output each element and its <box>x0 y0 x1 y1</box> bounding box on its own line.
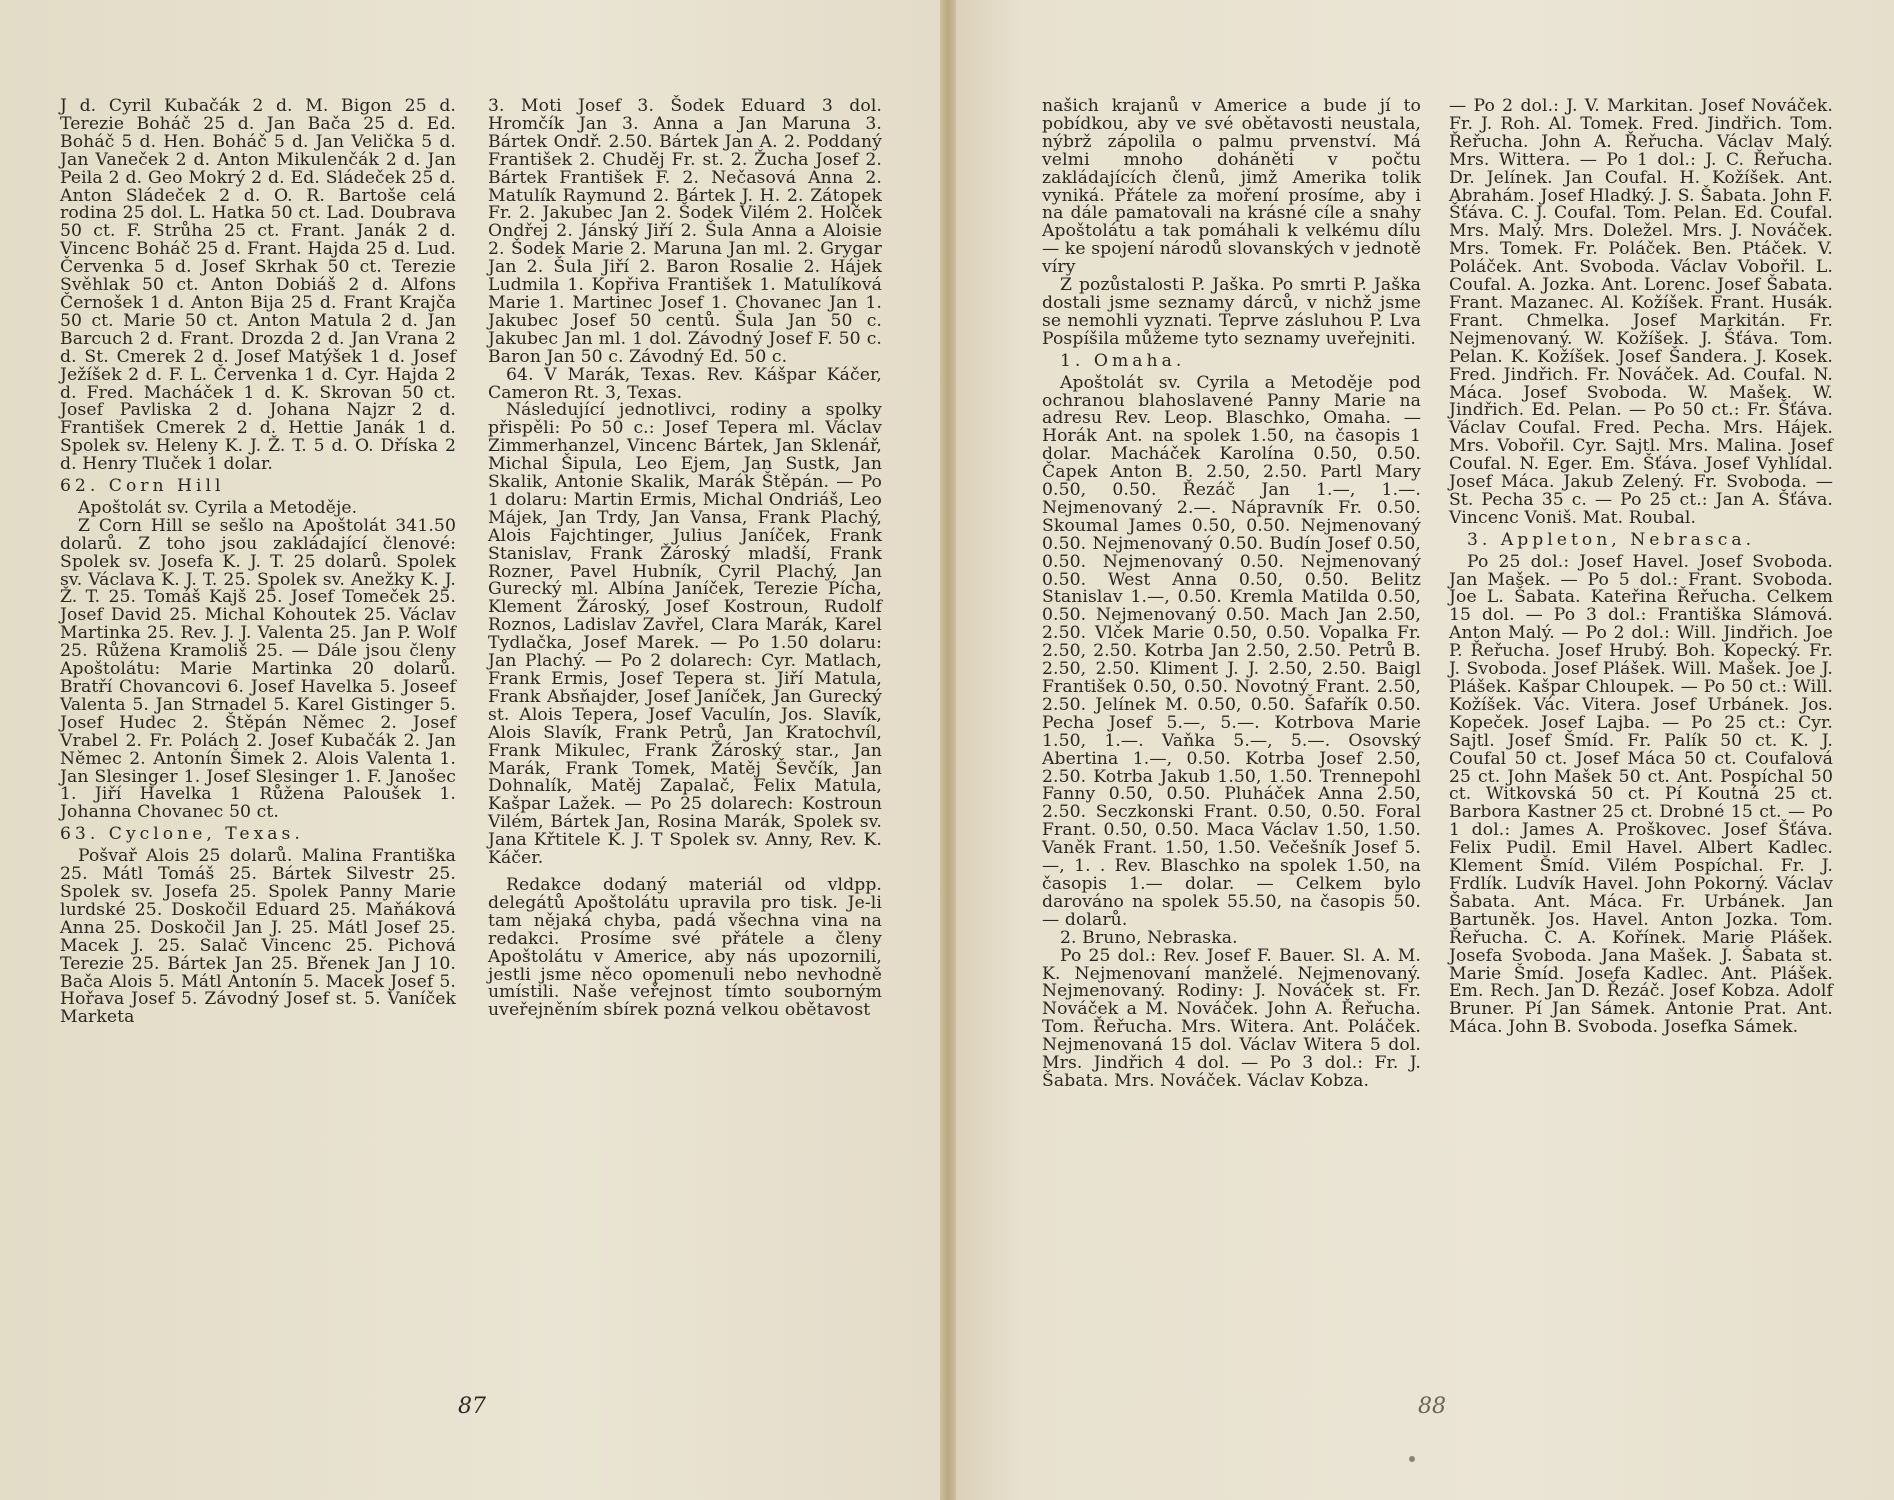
section-heading-cyclone: 63. Cyclone, Texas. <box>60 824 304 845</box>
cyclone-paragraph: Pošvař Alois 25 dolarů. Malina Františka 25. Mátl Tomáš 25. Bártek Silvestr 25. Spolek sv. Josefa 25. Spolek Panny Marie lurdské 25. Doskočil Eduard 25. Maňáková Anna 25. Doskočil Jan J. 25. Mátl Josef 25. Macek J. 25. Salač Vincenc 25. Pichová Terezie 25. Bártek Jan 25. Břenek Jan J 10. Bača Alois 5. Mátl Antonín 5. Macek Josef 5. Hořava Josef 5. Závodný Josef st. 5. Vaníček Marketa <box>60 846 456 1028</box>
subheading-apostolat: Apoštolát sv. Cyrila a Metoděje. <box>78 497 358 518</box>
book-gutter <box>940 0 956 1500</box>
page-number-left: 87 <box>458 1394 486 1419</box>
bruno-paragraph: Po 25 dol.: Rev. Josef F. Bauer. Sl. A. M. K. Nejmenovaní manželé. Nejmenovaný. Nejmenovaný. Rodiny: J. Nováček st. Fr. Nováček a M. Nováček. John A. Řeřucha. Tom. Řeřucha. Mrs. Witera. Ant. Poláček. Nejmenovaná 15 dol. Václav Witera 5 dol. Mrs. Jindřich 4 dol. — Po 3 dol.: Fr. J. Šabata. Mrs. Nováček. Václav Kobza. <box>1042 945 1421 1091</box>
left-page-column-2 <box>488 98 882 1020</box>
page-number-right: 88 <box>1418 1394 1446 1419</box>
left-page-column-1 <box>60 98 456 1027</box>
omaha-paragraph: Apoštolát sv. Cyrila a Metoděje pod ochranou blahoslavené Panny Marie na adresu Rev. Leop. Blaschko, Omaha. — Horák Ant. na spolek 1.50, na časopis 1 dolar. Macháček Karolína 0.50, 0.50. Čapek Anton B. 2.50, 2.50. Partl Mary 0.50, 0.50. Řezáč Jan 1.—, 1.—. Nejmenovaný 2.—. Nápravník Fr. 0.50. Skoumal James 0.50, 0.50. Nejmenovaný 0.50. Nejmenovaný 0.50. Budín Josef 0.50, 0.50. Nejmenovaný 0.50. Nejmenovaný 0.50. West Anna 0.50, 0.50. Belitz Stanislav 1.—, 0.50. Kremla Matilda 0.50, 0.50. Nejmenovaný 0.50. Mach Jan 2.50, 2.50. Vlček Marie 0.50, 0.50. Vopalka Fr. 2.50, 2.50. Kotrba Jan 2.50, 2.50. Petrů B. 2.50, 2.50. Kliment J. J. 2.50, 2.50. Baigl František 0.50, 0.50. Novotný Frant. 2.50, 2.50. Jelínek M. 0.50, 0.50. Šafařík 0.50. Pecha Josef 5.—, 5.—. Kotrbova Marie 1.50, 1.—. Vaňka 5.—, 5.—. Osovský Abertina 1.—, 0.50. Kotrba Josef 2.50, 2.50. Kotrba Jakub 1.50, 1.50. Trennepohl Fanny 0.50, 0.50. Pluháček Anna 2.50, 2.50. Seczkonski Frant. 0.50, 0.50. Foral Frant. 0.50, 0.50. Maca Václav 1.50, 1.50. Vaněk Frant. 1.50, 1.50. Večešník Josef 5.—, 1. . Rev. Blaschko na spolek 1.50, na časopis 1.— dolar. — Celkem bylo darováno na spolek 55.50, na časopis 50.— dolarů. <box>1042 372 1421 930</box>
section-heading-corn-hill: 62. Corn Hill <box>60 476 225 497</box>
jasek-paragraph: Z pozůstalosti P. Jaška. Po smrti P. Jaška dostali jsme seznamy dárců, v nichž jsme se nemohli vyznati. Teprve zásluhou P. Lva Pospíšila můžeme tyto seznamy uveřejniti. <box>1042 275 1421 349</box>
corn-hill-paragraph: Z Corn Hill se sešlo na Apoštolát 341.50 dolarů. Z toho jsou zakládající členové: Spolek sv. Josefa K. J. T. 25 dolarů. Spolek sv. Václava K. J. T. 25. Spolek sv. Anežky K. J. Ž. T. 25. Tomáš Kajš 25. Josef Tomeček 25. Josef David 25. Michal Kohoutek 25. Václav Martinka 25. Rev. J. J. Valenta 25. Jan P. Wolf 25. Růžena Kramoliš 25. — Dále jsou členy Apoštolátu: Marie Martinka 20 dolarů. Bratří Chovancovi 6. Josef Havelka 5. Joseef Valenta 5. Jan Strnadel 5. Karel Gistinger 5. Josef Hudec 2. Štěpán Němec 2. Josef Vrabel 2. Fr. Polách 2. Josef Kubačák 2. Jan Němec 2. Antonín Šimek 2. Alois Valenta 1. Jan Slesinger 1. Josef Slesinger 1. F. Janošec 1. Jiří Havelka 1 Růžena Paloušek 1. Johanna Chovanec 50 ct. <box>60 515 456 823</box>
right-page-column-1 <box>1042 98 1421 1091</box>
appleton-paragraph: Po 25 dol.: Josef Havel. Josef Svoboda. Jan Mašek. — Po 5 dol.: Frant. Svoboda. Joe L. Šabata. Kateřina Řeřucha. Celkem 15 dol. — Po 3 dol.: Františka Slámová. Anton Malý. — Po 2 dol.: Will. Jindřich. Joe P. Řeřucha. Josef Hrubý. Boh. Kopecký. Fr. J. Svoboda. Josef Plášek. Will. Mašek. Joe J. Plášek. Kašpar Chloupek. — Po 50 ct.: Will. Kožíšek. Vác. Vitera. Josef Urbánek. Jos. Kopeček. Josef Lajba. — Po 25 ct.: Cyr. Sajtl. Josef Šmíd. Fr. Palík 50 ct. K. J. Coufal 50 ct. Josef Máca 50 ct. Coufalová 25 ct. John Mašek 50 ct. Ant. Pospíchal 50 ct. Witkovská 50 ct. Pí Koutná 25 ct. Barbora Kastner 25 ct. Drobné 15 ct. — Po 1 dol.: James A. Proškovec. Josef Šťáva. Felix Pudil. Emil Havel. Albert Kadlec. Klement Šmíd. Vilém Pospíchal. Fr. J. Frdlík. Ludvík Havel. John Pokorný. Václav Šabata. Ant. Máca. Fr. Urbánek. Jan Bartuněk. Jos. Havel. Anton Jozka. Tom. Řeřucha. C. A. Kořínek. Marie Plášek. Josefa Svoboda. Jana Mašek. J. Šabata st. Marie Šmíd. Josefa Kadlec. Ant. Plášek. Em. Rech. Jan D. Řezáč. Josef Kobza. Adolf Bruner. Pí Jan Sámek. Antonie Prat. Ant. Máca. John B. Svoboda. Josefka Sámek. <box>1449 551 1833 1038</box>
section-heading-bruno: 2. Bruno, Nebraska. <box>1060 927 1238 948</box>
cyclone-continued-paragraph: 3. Moti Josef 3. Šodek Eduard 3 dol. Hromčík Jan 3. Anna a Jan Maruna 3. Bártek Ondř. 2.50. Bártek Jan A. 2. Poddaný František 2. Chuděj Fr. st. 2. Žucha Josef 2. Bártek František F. 2. Nečasová Anna 2. Matulík Raymund 2. Bártek J. H. 2. Zátopek Fr. 2. Jakubec Jan 2. Šodek Vilém 2. Holček Ondřej 2. Jánský Jiří 2. Šula Anna a Aloisie 2. Šodek Marie 2. Maruna Jan ml. 2. Grygar Jan 2. Šula Jiří 2. Baron Rosalie 2. Hájek Ludmila 1. Kopřiva František 1. Matulíková Marie 1. Martinec Josef 1. Chovanec Jan 1. Jakubec Josef 50 centů. Šula Jan 50 c. Jakubec Jan ml. 1 dol. Závodný Josef F. 50 c. Baron Jan 50 c. Závodný Ed. 50 c. <box>488 96 882 367</box>
paper-speck <box>1409 1456 1415 1462</box>
bruno-continued-paragraph: — Po 2 dol.: J. V. Markitan. Josef Nováček. Fr. J. Roh. Al. Tomek. Fred. Jindřich. Tom. Řeřucha. John A. Řeřucha. Václav Malý. Mrs. Wittera. — Po 1 dol.: J. C. Řeřucha. Dr. Jelínek. Jan Coufal. H. Kožíšek. Ant. Abrahám. Josef Hladký. J. S. Šabata. John F. Šťáva. C. J. Coufal. Tom. Pelan. Ed. Coufal. Mrs. Malý. Mrs. Doležel. Mrs. J. Nováček. Mrs. Tomek. Fr. Poláček. Ben. Ptáček. V. Poláček. Ant. Svoboda. Václav Vobořil. L. Coufal. A. Jozka. Ant. Lorenc. Josef Šabata. Frant. Mazanec. Al. Kožíšek. Frant. Husák. Frant. Chmelka. Josef Markitán. Fr. Nejmenovaný. W. Kožíšek. J. Šťáva. Tom. Pelan. K. Kožíšek. Josef Šandera. J. Kosek. Fred. Jindřich. Fr. Nováček. Ad. Coufal. N. Máca. Josef Svoboda. W. Mašek. W. Jindřich. Ed. Pelan. — Po 50 ct.: Fr. Šťáva. Václav Coufal. Fred. Pecha. Mrs. Hájek. Mrs. Vobořil. Cyr. Sajtl. Mrs. Malina. Josef Coufal. N. Eger. Em. Šťáva. Josef Vyhlídal. Josef Máca. Jakub Zelený. Fr. Svoboda. — St. Pecha 35 c. — Po 25 ct.: Jan A. Šťáva. Vincenc Voniš. Mat. Roubal. <box>1449 96 1833 528</box>
marak-paragraph: Následující jednotlivci, rodiny a spolky přispěli: Po 50 c.: Josef Tepera ml. Václav Zimmerhanzel, Vincenc Bártek, Jan Sklenář, Michal Šipula, Leo Ejem, Jan Sustk, Jan Skalik, Antonie Skalik, Marák Štěpán. — Po 1 dolaru: Martin Ermis, Michal Ondriáš, Leo Májek, Jan Trdy, Jan Vansa, Frank Plachý, Alois Fajchtinger, Julius Janíček, Frank Stanislav, Frank Žároský mladší, Frank Rozner, Pavel Hubník, Cyril Plachý, Jan Gurecký ml. Albína Janíček, Terezie Pícha, Klement Žároský, Josef Kostroun, Rudolf Roznos, Ladislav Zavřel, Clara Marák, Karel Tydlačka, Josef Marek. — Po 1.50 dolaru: Jan Plachý. — Po 2 dolarech: Cyr. Matlach, Frank Ermis, Josef Tepera st. Jiří Matula, Frank Absňajder, Josef Janíček, Jan Gurecký st. Alois Tepera, Josef Vaculín, Jos. Slavík, Alois Slavík, Frank Petrů, Jan Kratochvíl, Frank Mikulec, Frank Žároský star., Jan Marák, Frank Tomek, Matěj Ševčík, Jan Dohnalík, Matěj Zapalač, Felix Matula, Kašpar Lažek. — Po 25 dolarech: Kostroun Vilém, Bártek Jan, Rosina Marák, Spolek sv. Jana Křtitele K. J. T Spolek sv. Anny, Rev. K. Káčer. <box>488 400 882 869</box>
section-heading-marak: 64. V Marák, Texas. Rev. Kášpar Káčer, Cameron Rt. 3, Texas. <box>488 364 882 403</box>
donor-list-paragraph: J d. Cyril Kubačák 2 d. M. Bigon 25 d. Terezie Boháč 25 d. Jan Bača 25 d. Ed. Boháč 5 d. Hen. Boháč 5 d. Jan Velička 5 d. Jan Vaneček 2 d. Anton Mikulenčák 2 d. Jan Peila 2 d. Geo Mokrý 2 d. Ed. Sládeček 25 d. Anton Sládeček 2 d. O. R. Bartoše celá rodina 25 dol. L. Hatka 50 ct. Lad. Doubrava 50 ct. F. Strůha 25 ct. Frant. Janák 2 d. Vincenc Boháč 25 d. Frant. Hajda 25 d. Lud. Červenka 5 d. Josef Skrhak 50 ct. Terezie Svěhlak 50 ct. Anton Dobiáš 2 d. Alfons Černošek 1 d. Anton Bija 25 d. Frant Krajča 50 ct. Marie 50 ct. Anton Matula 2 d. Jan Barcuch 2 d. Frant. Drozda 2 d. Jan Vrana 2 d. St. Cmerek 2 d. Josef Matýšek 1 d. Josef Ježíšek 2 d. F. L. Červenka 1 d. Cyr. Hajda 2 d. Fred. Macháček 1 d. K. Skrovan 50 ct. Josef Pavliska 2 d. Johana Najzr 2 d. František Cmerek 2 d. Hettie Janák 1 d. Spolek sv. Heleny K. J. Ž. T. 5 d. O. Dříska 2 d. Henry Tluček 1 dolar. <box>60 96 456 475</box>
right-page-column-2 <box>1449 98 1833 1037</box>
editorial-note-paragraph: Redakce dodaný materiál od vldpp. delegátů Apoštolátu upravila pro tisk. Je-li tam nějaká chyba, padá všechna vina na redakci. Prosíme své přátele a členy Apoštolátu v Americe, aby nás upozornili, jestli jsme něco opomenuli nebo nevhodně umístili. Naše veřejnost tímto souborným uveřejněním sbírek pozná velkou obětavost <box>488 874 882 1021</box>
section-heading-appleton: 3. Appleton, Nebrasca. <box>1467 529 1756 550</box>
continuation-paragraph: našich krajanů v Americe a bude jí to pobídkou, aby ve své obětavosti neustala, nýbrž zápolila o palmu prvenství. Má velmi mnoho doháněti v počtu zakládajících členů, jimž Amerika tolik vyniká. Přátele za moření prosíme, aby i na dále pamatovali na krásné cíle a snahy Apoštolátu a tak pomáhali k velkému dílu — ke spojení národů slovanských v jednotě víry <box>1042 96 1421 278</box>
section-heading-omaha: 1. Omaha. <box>1060 350 1186 371</box>
